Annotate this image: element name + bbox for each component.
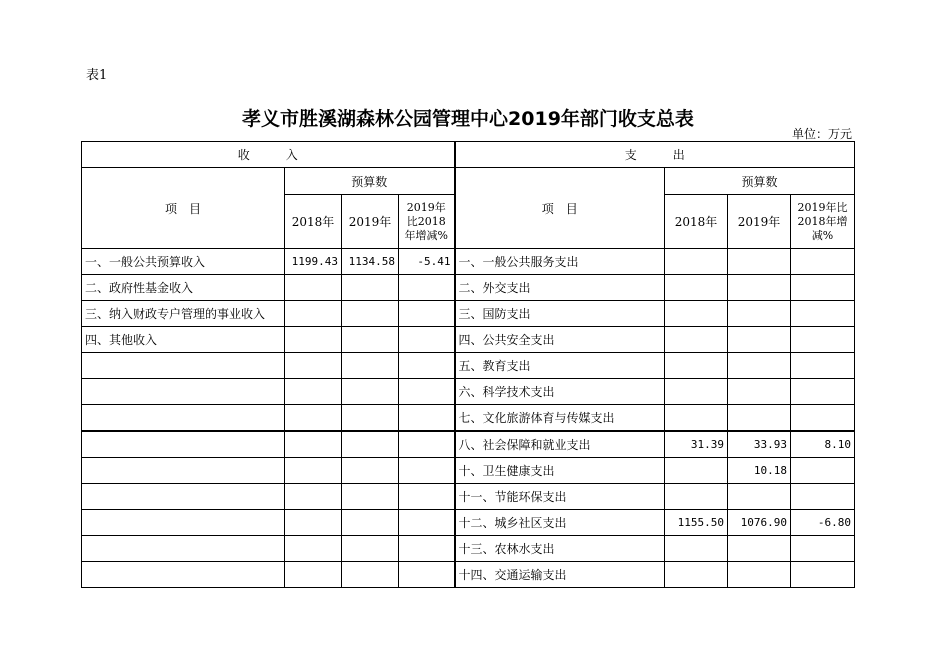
expenditure-2018-header: 2018年 [665, 195, 728, 249]
income-2018-cell [285, 405, 342, 432]
expenditure-2019-cell: 10.18 [728, 458, 791, 484]
income-2019-cell [342, 510, 399, 536]
expenditure-change-cell [791, 301, 855, 327]
expenditure-2018-cell [665, 379, 728, 405]
expenditure-change-cell: 8.10 [791, 431, 855, 458]
expenditure-item-cell: 十四、交通运输支出 [455, 562, 665, 588]
expenditure-2019-cell [728, 562, 791, 588]
expenditure-2018-cell: 1155.50 [665, 510, 728, 536]
income-item-cell: 二、政府性基金收入 [82, 275, 285, 301]
expenditure-item-header: 项 目 [455, 168, 665, 249]
budget-summary-table [81, 141, 855, 588]
income-2019-cell: 1134.58 [342, 249, 399, 275]
income-item-cell: 三、纳入财政专户管理的事业收入 [82, 301, 285, 327]
expenditure-2018-cell [665, 275, 728, 301]
income-2019-cell [342, 484, 399, 510]
table-row [82, 510, 855, 536]
expenditure-change-cell: -6.80 [791, 510, 855, 536]
table-number: 表1 [86, 68, 108, 83]
income-2018-cell [285, 536, 342, 562]
income-change-cell [399, 536, 455, 562]
table-row [82, 431, 855, 458]
income-2018-cell [285, 510, 342, 536]
income-2018-header: 2018年 [285, 195, 342, 249]
expenditure-budget-header: 预算数 [665, 168, 855, 195]
income-item-cell [82, 458, 285, 484]
expenditure-change-cell [791, 249, 855, 275]
income-change-cell [399, 562, 455, 588]
income-2019-cell [342, 431, 399, 458]
expenditure-change-cell [791, 536, 855, 562]
expenditure-item-cell: 三、国防支出 [455, 301, 665, 327]
income-2018-cell [285, 562, 342, 588]
table-row [82, 249, 855, 275]
income-2018-cell [285, 275, 342, 301]
income-2019-cell [342, 458, 399, 484]
expenditure-2019-cell [728, 249, 791, 275]
expenditure-item-cell: 七、文化旅游体育与传媒支出 [455, 405, 665, 432]
expenditure-2019-cell [728, 353, 791, 379]
income-2019-cell [342, 301, 399, 327]
expenditure-change-cell [791, 353, 855, 379]
expenditure-2019-cell [728, 301, 791, 327]
income-change-cell: -5.41 [399, 249, 455, 275]
income-2018-cell [285, 458, 342, 484]
income-2019-cell [342, 275, 399, 301]
expenditure-change-cell [791, 458, 855, 484]
expenditure-2019-cell [728, 327, 791, 353]
table-row [82, 353, 855, 379]
income-budget-header: 预算数 [285, 168, 455, 195]
income-item-cell [82, 431, 285, 458]
table-row [82, 301, 855, 327]
table-row [82, 275, 855, 301]
table-row [82, 562, 855, 588]
expenditure-item-cell: 一、一般公共服务支出 [455, 249, 665, 275]
expenditure-2019-cell [728, 379, 791, 405]
income-2018-cell [285, 353, 342, 379]
income-item-cell [82, 405, 285, 432]
expenditure-item-cell: 十一、节能环保支出 [455, 484, 665, 510]
income-item-cell [82, 510, 285, 536]
expenditure-header: 支 出 [455, 142, 855, 168]
expenditure-2019-cell [728, 484, 791, 510]
income-2018-cell [285, 431, 342, 458]
income-header: 收 入 [82, 142, 455, 168]
unit-label: 单位：万元 [791, 127, 852, 141]
income-change-cell [399, 353, 455, 379]
income-item-cell [82, 536, 285, 562]
income-2018-cell [285, 379, 342, 405]
income-change-cell [399, 379, 455, 405]
expenditure-2018-cell [665, 327, 728, 353]
expenditure-change-cell [791, 379, 855, 405]
table-row [82, 458, 855, 484]
expenditure-item-cell: 十三、农林水支出 [455, 536, 665, 562]
expenditure-item-cell: 十、卫生健康支出 [455, 458, 665, 484]
income-change-cell [399, 405, 455, 432]
expenditure-2019-header: 2019年 [728, 195, 791, 249]
income-change-cell [399, 458, 455, 484]
income-2019-cell [342, 405, 399, 432]
expenditure-item-cell: 四、公共安全支出 [455, 327, 665, 353]
expenditure-2018-cell [665, 301, 728, 327]
income-2019-cell [342, 379, 399, 405]
income-change-cell [399, 275, 455, 301]
income-2018-cell [285, 484, 342, 510]
income-change-cell [399, 327, 455, 353]
income-change-cell [399, 484, 455, 510]
expenditure-2019-cell [728, 405, 791, 432]
expenditure-2018-cell [665, 405, 728, 432]
expenditure-2018-cell [665, 562, 728, 588]
income-item-cell [82, 562, 285, 588]
income-change-header: 2019年比2018年增减% [399, 195, 455, 249]
income-2018-cell [285, 301, 342, 327]
income-2019-cell [342, 353, 399, 379]
expenditure-change-header: 2019年比2018年增减% [791, 195, 855, 249]
income-item-header: 项 目 [82, 168, 285, 249]
expenditure-2018-cell: 31.39 [665, 431, 728, 458]
expenditure-2019-cell: 1076.90 [728, 510, 791, 536]
income-2019-cell [342, 536, 399, 562]
page-title: 孝义市胜溪湖森林公园管理中心2019年部门收支总表 [242, 108, 694, 130]
expenditure-2019-cell: 33.93 [728, 431, 791, 458]
table-row [82, 327, 855, 353]
income-2019-cell [342, 327, 399, 353]
income-2018-cell: 1199.43 [285, 249, 342, 275]
income-2019-header: 2019年 [342, 195, 399, 249]
expenditure-2019-cell [728, 275, 791, 301]
income-item-cell: 一、一般公共预算收入 [82, 249, 285, 275]
expenditure-item-cell: 十二、城乡社区支出 [455, 510, 665, 536]
expenditure-item-cell: 八、社会保障和就业支出 [455, 431, 665, 458]
expenditure-2018-cell [665, 249, 728, 275]
expenditure-2019-cell [728, 536, 791, 562]
expenditure-change-cell [791, 275, 855, 301]
expenditure-change-cell [791, 562, 855, 588]
table-row [82, 379, 855, 405]
income-2019-cell [342, 562, 399, 588]
table-row [82, 484, 855, 510]
income-change-cell [399, 431, 455, 458]
income-change-cell [399, 510, 455, 536]
expenditure-change-cell [791, 484, 855, 510]
income-2018-cell [285, 327, 342, 353]
expenditure-2018-cell [665, 458, 728, 484]
expenditure-item-cell: 二、外交支出 [455, 275, 665, 301]
expenditure-2018-cell [665, 536, 728, 562]
expenditure-2018-cell [665, 353, 728, 379]
expenditure-change-cell [791, 405, 855, 432]
expenditure-item-cell: 六、科学技术支出 [455, 379, 665, 405]
income-change-cell [399, 301, 455, 327]
income-item-cell: 四、其他收入 [82, 327, 285, 353]
expenditure-change-cell [791, 327, 855, 353]
income-item-cell [82, 353, 285, 379]
income-item-cell [82, 484, 285, 510]
table-row [82, 536, 855, 562]
table-row [82, 405, 855, 432]
expenditure-item-cell: 五、教育支出 [455, 353, 665, 379]
expenditure-2018-cell [665, 484, 728, 510]
income-item-cell [82, 379, 285, 405]
